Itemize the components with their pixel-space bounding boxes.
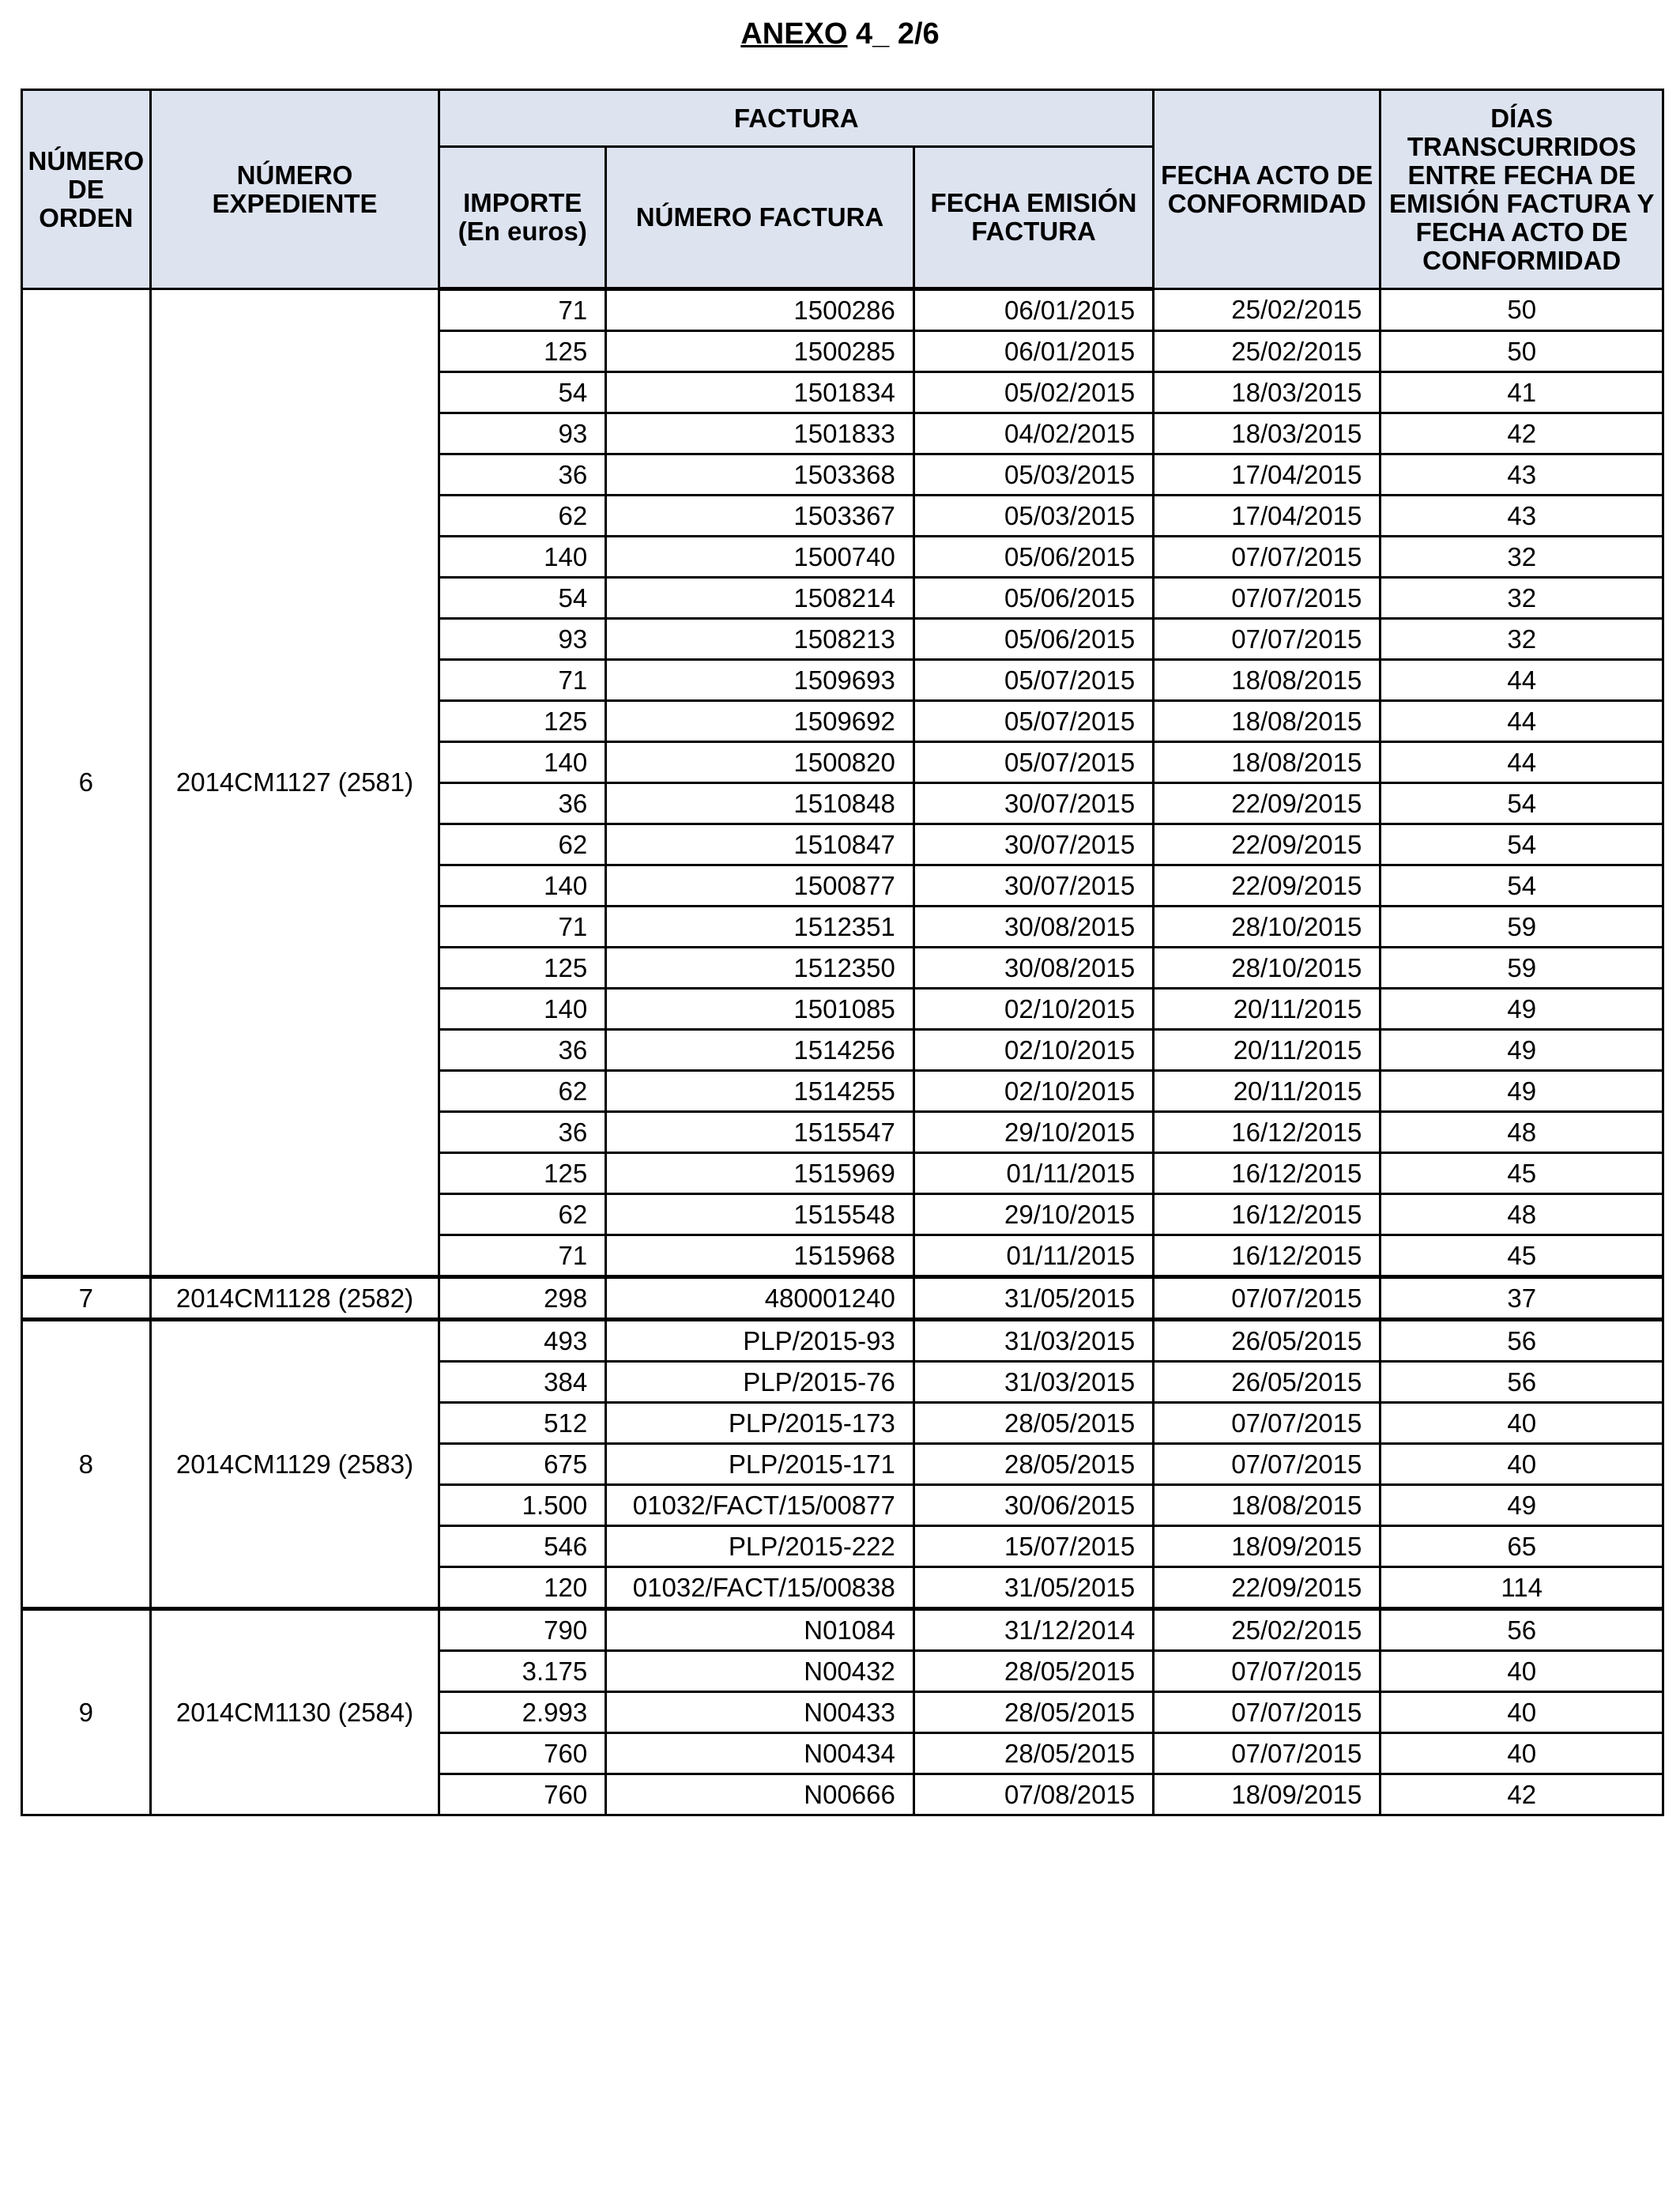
header-importe: IMPORTE (En euros) (439, 147, 606, 289)
cell-importe: 675 (439, 1444, 606, 1485)
header-fecha-emision: FECHA EMISIÓN FACTURA (913, 147, 1153, 289)
table-row (22, 1609, 1663, 1651)
cell-importe: 36 (439, 1030, 606, 1071)
cell-fecha-emision: 30/07/2015 (913, 865, 1153, 907)
cell-fecha-emision: 30/07/2015 (913, 783, 1153, 824)
cell-numero-factura: N00433 (606, 1692, 914, 1733)
cell-fecha-emision: 05/02/2015 (913, 372, 1153, 413)
cell-fecha-emision: 15/07/2015 (913, 1526, 1153, 1567)
page-title (0, 14, 1680, 54)
cell-dias: 32 (1381, 578, 1663, 619)
cell-fecha-emision: 31/03/2015 (913, 1362, 1153, 1403)
cell-fecha-acto: 25/02/2015 (1154, 1609, 1381, 1651)
cell-dias: 44 (1381, 742, 1663, 783)
cell-dias: 32 (1381, 619, 1663, 660)
cell-fecha-emision: 28/05/2015 (913, 1444, 1153, 1485)
cell-fecha-acto: 18/03/2015 (1154, 372, 1381, 413)
cell-dias: 40 (1381, 1403, 1663, 1444)
cell-numero-factura: 1512350 (606, 948, 914, 989)
header-expediente: NÚMERO EXPEDIENTE (150, 90, 439, 289)
cell-dias: 49 (1381, 1030, 1663, 1071)
cell-fecha-acto: 18/08/2015 (1154, 660, 1381, 701)
header-fecha-acto: FECHA ACTO DE CONFORMIDAD (1154, 90, 1381, 289)
cell-orden: 7 (22, 1277, 151, 1320)
cell-importe: 140 (439, 742, 606, 783)
cell-numero-factura: 1510848 (606, 783, 914, 824)
cell-numero-factura: 1501085 (606, 989, 914, 1030)
cell-fecha-acto: 07/07/2015 (1154, 619, 1381, 660)
cell-fecha-acto: 26/05/2015 (1154, 1362, 1381, 1403)
cell-numero-factura: 1501833 (606, 413, 914, 454)
cell-expediente: 2014CM1128 (2582) (150, 1277, 439, 1320)
cell-numero-factura: 1512351 (606, 907, 914, 948)
cell-dias: 45 (1381, 1153, 1663, 1194)
cell-importe: 54 (439, 578, 606, 619)
cell-fecha-emision: 07/08/2015 (913, 1774, 1153, 1815)
cell-importe: 93 (439, 619, 606, 660)
cell-fecha-acto: 17/04/2015 (1154, 496, 1381, 537)
cell-importe: 384 (439, 1362, 606, 1403)
table-body (22, 289, 1663, 1815)
cell-dias: 54 (1381, 865, 1663, 907)
cell-numero-factura: 1500877 (606, 865, 914, 907)
cell-numero-factura: 1508213 (606, 619, 914, 660)
cell-numero-factura: 1500820 (606, 742, 914, 783)
cell-importe: 71 (439, 1235, 606, 1277)
cell-importe: 93 (439, 413, 606, 454)
cell-dias: 114 (1381, 1567, 1663, 1609)
cell-numero-factura: 480001240 (606, 1277, 914, 1320)
cell-importe: 36 (439, 1112, 606, 1153)
cell-fecha-emision: 28/05/2015 (913, 1692, 1153, 1733)
cell-dias: 59 (1381, 948, 1663, 989)
cell-fecha-emision: 30/07/2015 (913, 824, 1153, 865)
cell-importe: 140 (439, 537, 606, 578)
cell-fecha-emision: 29/10/2015 (913, 1194, 1153, 1235)
cell-fecha-acto: 28/10/2015 (1154, 907, 1381, 948)
cell-fecha-acto: 07/07/2015 (1154, 1733, 1381, 1774)
cell-numero-factura: 1515547 (606, 1112, 914, 1153)
cell-importe: 62 (439, 824, 606, 865)
cell-expediente: 2014CM1130 (2584) (150, 1609, 439, 1815)
cell-fecha-acto: 18/09/2015 (1154, 1774, 1381, 1815)
cell-importe: 125 (439, 1153, 606, 1194)
cell-importe: 71 (439, 907, 606, 948)
cell-fecha-emision: 02/10/2015 (913, 989, 1153, 1030)
cell-expediente: 2014CM1129 (2583) (150, 1320, 439, 1609)
cell-importe: 120 (439, 1567, 606, 1609)
cell-fecha-acto: 07/07/2015 (1154, 1651, 1381, 1692)
cell-fecha-acto: 16/12/2015 (1154, 1235, 1381, 1277)
cell-dias: 49 (1381, 1485, 1663, 1526)
cell-dias: 48 (1381, 1194, 1663, 1235)
cell-fecha-emision: 30/06/2015 (913, 1485, 1153, 1526)
cell-dias: 50 (1381, 331, 1663, 372)
cell-fecha-emision: 02/10/2015 (913, 1071, 1153, 1112)
cell-dias: 44 (1381, 660, 1663, 701)
cell-dias: 40 (1381, 1651, 1663, 1692)
cell-numero-factura: 1515968 (606, 1235, 914, 1277)
cell-dias: 43 (1381, 454, 1663, 496)
cell-fecha-emision: 31/03/2015 (913, 1320, 1153, 1362)
cell-importe: 546 (439, 1526, 606, 1567)
cell-fecha-emision: 06/01/2015 (913, 289, 1153, 331)
cell-numero-factura: 01032/FACT/15/00838 (606, 1567, 914, 1609)
cell-importe: 71 (439, 660, 606, 701)
cell-fecha-acto: 22/09/2015 (1154, 1567, 1381, 1609)
table-row (22, 1320, 1663, 1362)
cell-dias: 40 (1381, 1692, 1663, 1733)
cell-fecha-acto: 18/03/2015 (1154, 413, 1381, 454)
cell-dias: 54 (1381, 783, 1663, 824)
cell-fecha-emision: 31/05/2015 (913, 1277, 1153, 1320)
cell-numero-factura: 1509693 (606, 660, 914, 701)
cell-fecha-emision: 30/08/2015 (913, 907, 1153, 948)
header-orden: NÚMERO DE ORDEN (22, 90, 151, 289)
cell-dias: 54 (1381, 824, 1663, 865)
cell-fecha-acto: 16/12/2015 (1154, 1153, 1381, 1194)
cell-fecha-emision: 06/01/2015 (913, 331, 1153, 372)
cell-dias: 56 (1381, 1609, 1663, 1651)
cell-importe: 71 (439, 289, 606, 331)
cell-importe: 54 (439, 372, 606, 413)
cell-fecha-acto: 25/02/2015 (1154, 289, 1381, 331)
table-header (22, 90, 1663, 289)
cell-fecha-acto: 18/08/2015 (1154, 742, 1381, 783)
cell-fecha-emision: 01/11/2015 (913, 1235, 1153, 1277)
cell-numero-factura: PLP/2015-222 (606, 1526, 914, 1567)
cell-fecha-emision: 05/07/2015 (913, 660, 1153, 701)
cell-fecha-acto: 07/07/2015 (1154, 537, 1381, 578)
cell-fecha-emision: 05/06/2015 (913, 619, 1153, 660)
cell-fecha-acto: 20/11/2015 (1154, 989, 1381, 1030)
cell-importe: 140 (439, 865, 606, 907)
cell-fecha-acto: 07/07/2015 (1154, 1444, 1381, 1485)
cell-fecha-acto: 18/09/2015 (1154, 1526, 1381, 1567)
cell-dias: 40 (1381, 1444, 1663, 1485)
cell-dias: 49 (1381, 989, 1663, 1030)
cell-dias: 41 (1381, 372, 1663, 413)
cell-fecha-emision: 28/05/2015 (913, 1651, 1153, 1692)
cell-fecha-acto: 20/11/2015 (1154, 1071, 1381, 1112)
cell-dias: 32 (1381, 537, 1663, 578)
cell-dias: 56 (1381, 1320, 1663, 1362)
title-underlined: ANEXO (740, 17, 848, 51)
cell-dias: 42 (1381, 413, 1663, 454)
cell-importe: 125 (439, 948, 606, 989)
header-dias: DÍAS TRANSCURRIDOS ENTRE FECHA DE EMISIÓN FACTURA Y FECHA ACTO DE CONFORMIDAD (1381, 90, 1663, 289)
cell-numero-factura: 1515548 (606, 1194, 914, 1235)
cell-numero-factura: N00432 (606, 1651, 914, 1692)
cell-numero-factura: 1509692 (606, 701, 914, 742)
title-rest: 4_ 2/6 (847, 17, 940, 51)
cell-fecha-emision: 28/05/2015 (913, 1403, 1153, 1444)
cell-fecha-emision: 05/03/2015 (913, 496, 1153, 537)
cell-numero-factura: 1508214 (606, 578, 914, 619)
cell-numero-factura: N00434 (606, 1733, 914, 1774)
cell-importe: 790 (439, 1609, 606, 1651)
cell-numero-factura: 1500285 (606, 331, 914, 372)
cell-importe: 62 (439, 1071, 606, 1112)
cell-numero-factura: N00666 (606, 1774, 914, 1815)
cell-fecha-emision: 31/05/2015 (913, 1567, 1153, 1609)
cell-fecha-acto: 22/09/2015 (1154, 783, 1381, 824)
cell-dias: 59 (1381, 907, 1663, 948)
cell-importe: 36 (439, 783, 606, 824)
cell-importe: 140 (439, 989, 606, 1030)
cell-fecha-emision: 30/08/2015 (913, 948, 1153, 989)
cell-fecha-acto: 07/07/2015 (1154, 1277, 1381, 1320)
cell-numero-factura: 1514256 (606, 1030, 914, 1071)
cell-dias: 45 (1381, 1235, 1663, 1277)
cell-fecha-emision: 29/10/2015 (913, 1112, 1153, 1153)
cell-numero-factura: PLP/2015-173 (606, 1403, 914, 1444)
cell-dias: 37 (1381, 1277, 1663, 1320)
cell-fecha-emision: 05/07/2015 (913, 742, 1153, 783)
cell-fecha-acto: 20/11/2015 (1154, 1030, 1381, 1071)
cell-fecha-emision: 05/03/2015 (913, 454, 1153, 496)
cell-numero-factura: 1514255 (606, 1071, 914, 1112)
cell-fecha-acto: 18/08/2015 (1154, 1485, 1381, 1526)
cell-importe: 760 (439, 1733, 606, 1774)
cell-importe: 36 (439, 454, 606, 496)
cell-importe: 760 (439, 1774, 606, 1815)
cell-numero-factura: PLP/2015-76 (606, 1362, 914, 1403)
cell-importe: 3.175 (439, 1651, 606, 1692)
cell-importe: 493 (439, 1320, 606, 1362)
cell-dias: 49 (1381, 1071, 1663, 1112)
cell-fecha-emision: 05/07/2015 (913, 701, 1153, 742)
cell-dias: 40 (1381, 1733, 1663, 1774)
cell-fecha-acto: 25/02/2015 (1154, 331, 1381, 372)
cell-importe: 62 (439, 1194, 606, 1235)
cell-numero-factura: PLP/2015-93 (606, 1320, 914, 1362)
cell-fecha-emision: 05/06/2015 (913, 537, 1153, 578)
cell-numero-factura: 1500286 (606, 289, 914, 331)
table-row (22, 1277, 1663, 1320)
cell-importe: 125 (439, 331, 606, 372)
header-factura: FACTURA (439, 90, 1154, 147)
cell-importe: 1.500 (439, 1485, 606, 1526)
cell-fecha-acto: 07/07/2015 (1154, 1403, 1381, 1444)
cell-fecha-emision: 31/12/2014 (913, 1609, 1153, 1651)
cell-numero-factura: N01084 (606, 1609, 914, 1651)
annex-table (21, 89, 1664, 1816)
cell-dias: 43 (1381, 496, 1663, 537)
cell-orden: 8 (22, 1320, 151, 1609)
cell-importe: 2.993 (439, 1692, 606, 1733)
header-numero-factura: NÚMERO FACTURA (606, 147, 914, 289)
cell-dias: 50 (1381, 289, 1663, 331)
cell-fecha-emision: 05/06/2015 (913, 578, 1153, 619)
cell-numero-factura: 1503368 (606, 454, 914, 496)
cell-fecha-acto: 17/04/2015 (1154, 454, 1381, 496)
cell-importe: 125 (439, 701, 606, 742)
cell-dias: 48 (1381, 1112, 1663, 1153)
cell-fecha-acto: 16/12/2015 (1154, 1194, 1381, 1235)
cell-importe: 298 (439, 1277, 606, 1320)
cell-fecha-acto: 22/09/2015 (1154, 865, 1381, 907)
cell-fecha-acto: 28/10/2015 (1154, 948, 1381, 989)
cell-numero-factura: 1500740 (606, 537, 914, 578)
cell-numero-factura: 01032/FACT/15/00877 (606, 1485, 914, 1526)
cell-expediente: 2014CM1127 (2581) (150, 289, 439, 1277)
cell-fecha-acto: 07/07/2015 (1154, 578, 1381, 619)
cell-numero-factura: PLP/2015-171 (606, 1444, 914, 1485)
cell-fecha-acto: 16/12/2015 (1154, 1112, 1381, 1153)
cell-importe: 62 (439, 496, 606, 537)
cell-fecha-emision: 04/02/2015 (913, 413, 1153, 454)
table-row (22, 289, 1663, 331)
cell-fecha-acto: 07/07/2015 (1154, 1692, 1381, 1733)
cell-fecha-emision: 28/05/2015 (913, 1733, 1153, 1774)
cell-numero-factura: 1510847 (606, 824, 914, 865)
cell-fecha-acto: 22/09/2015 (1154, 824, 1381, 865)
cell-fecha-emision: 02/10/2015 (913, 1030, 1153, 1071)
cell-dias: 42 (1381, 1774, 1663, 1815)
cell-fecha-emision: 01/11/2015 (913, 1153, 1153, 1194)
cell-dias: 56 (1381, 1362, 1663, 1403)
cell-dias: 44 (1381, 701, 1663, 742)
cell-numero-factura: 1503367 (606, 496, 914, 537)
cell-orden: 9 (22, 1609, 151, 1815)
cell-orden: 6 (22, 289, 151, 1277)
cell-fecha-acto: 26/05/2015 (1154, 1320, 1381, 1362)
cell-importe: 512 (439, 1403, 606, 1444)
cell-numero-factura: 1501834 (606, 372, 914, 413)
cell-fecha-acto: 18/08/2015 (1154, 701, 1381, 742)
cell-dias: 65 (1381, 1526, 1663, 1567)
cell-numero-factura: 1515969 (606, 1153, 914, 1194)
